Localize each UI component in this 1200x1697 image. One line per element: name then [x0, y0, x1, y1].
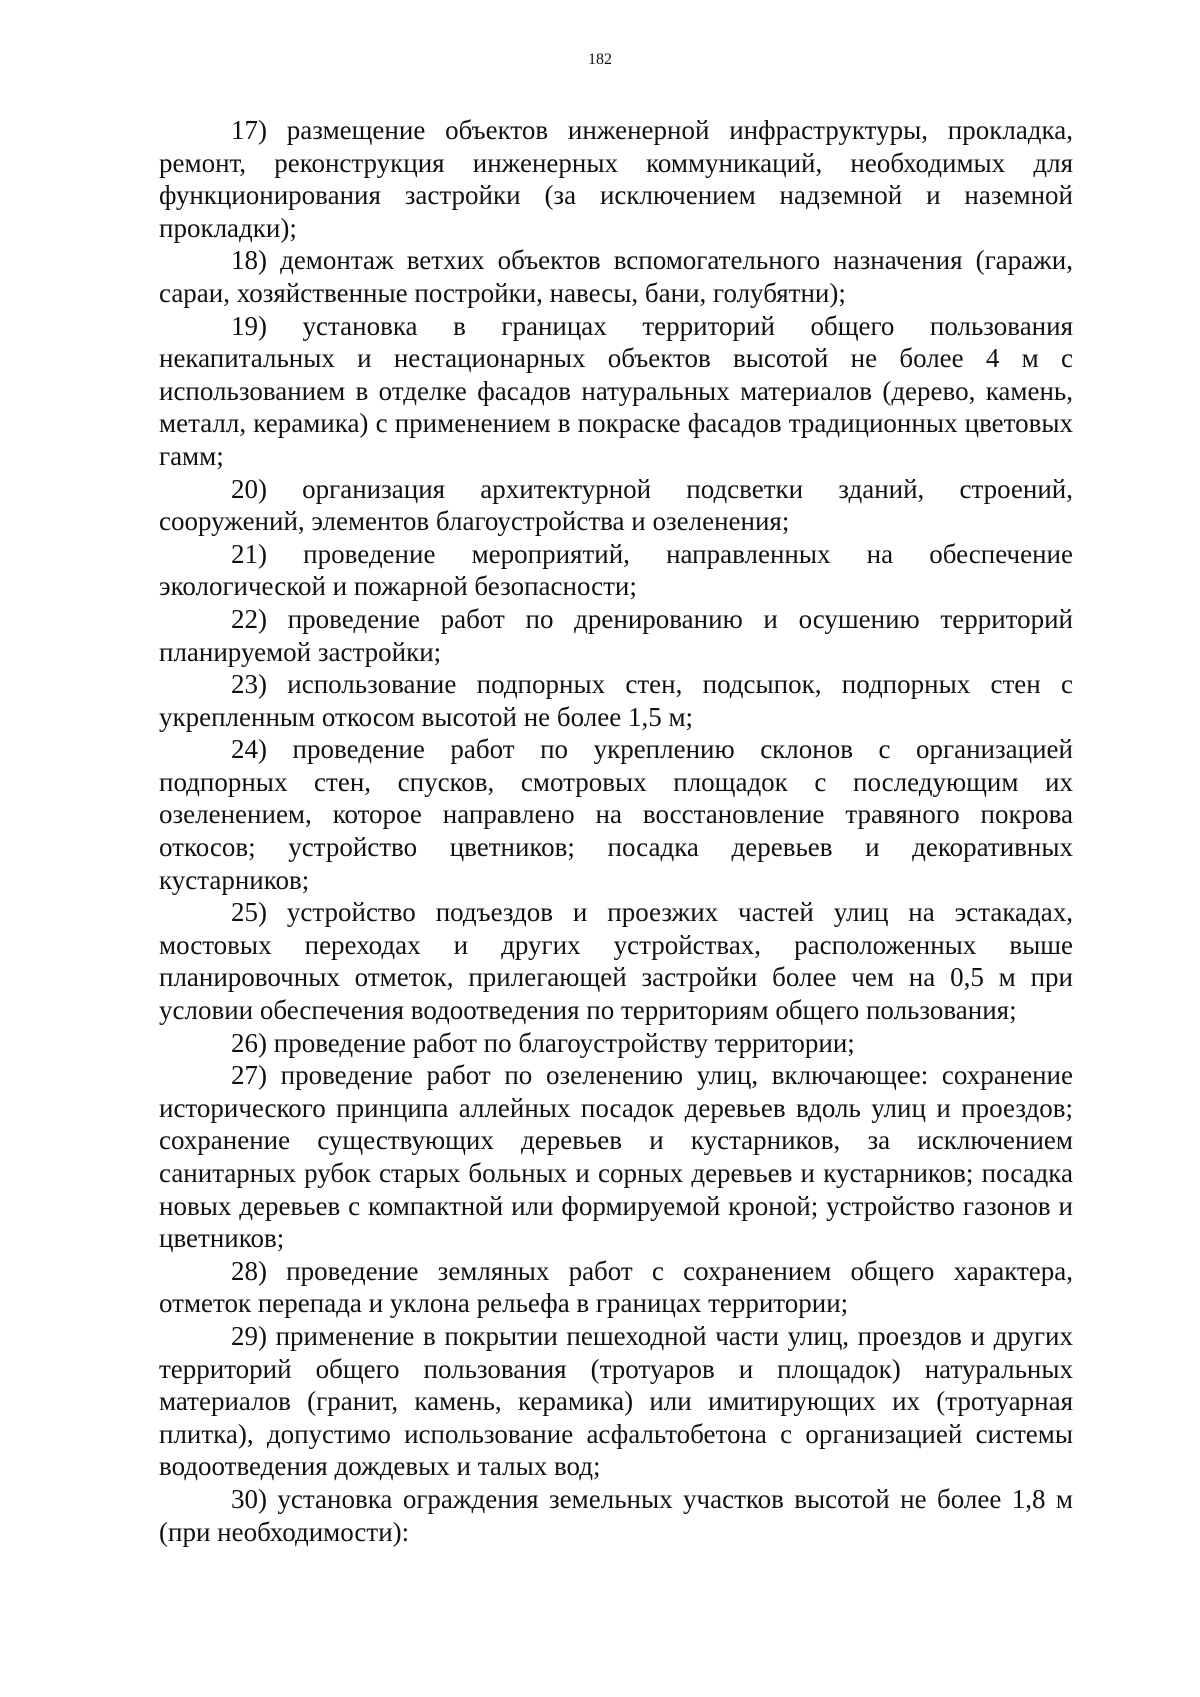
list-item-29: 29) применение в покрытии пешеходной части улиц, проездов и других территорий общего пользования (тротуаров и площадок) натуральных материалов (гранит, камень, керамика) или имитирующих их (тротуарная плитка), допустимо использование асфальтобетона с организацией системы водоотведения дождевых и талых вод; [159, 1320, 1073, 1482]
list-item-30: 30) установка ограждения земельных участков высотой не более 1,8 м (при необходимости): [159, 1483, 1073, 1547]
list-item-23: 23) использование подпорных стен, подсыпок, подпорных стен с укрепленным откосом высотой не более 1,5 м; [159, 669, 1073, 732]
page-number: 182 [588, 51, 612, 68]
list-item-17: 17) размещение объектов инженерной инфраструктуры, прокладка, ремонт, реконструкция инженерных коммуникаций, необходимых для функционирования застройки (за исключением надземной и наземной прокладки); [159, 115, 1073, 243]
list-item-20: 20) организация архитектурной подсветки зданий, строений, сооружений, элементов благоустройства и озеленения; [159, 473, 1073, 537]
list-item-25: 25) устройство подъездов и проезжих частей улиц на эстакадах, мостовых переходах и других устройствах, расположенных выше планировочных отметок, прилегающей застройки более чем на 0,5 м при условии обеспечения водоотведения по территориям общего пользования; [159, 897, 1073, 1026]
list-item-28: 28) проведение земляных работ с сохранением общего характера, отметок перепада и уклона рельефа в границах территории; [159, 1255, 1073, 1319]
list-item-18: 18) демонтаж ветхих объектов вспомогательного назначения (гаражи, сараи, хозяйственные постройки, навесы, бани, голубятни); [159, 245, 1073, 308]
list-item-19: 19) установка в границах территорий общего пользования некапитальных и нестационарных объектов высотой не более 4 м с использованием в отделке фасадов натуральных материалов (дерево, камень, металл, керамика) с применением в покраске фасадов традиционных цветовых гамм; [159, 310, 1073, 471]
list-item-27: 27) проведение работ по озеленению улиц, включающее: сохранение исторического принципа аллейных посадок деревьев вдоль улиц и проездов; сохранение существующих деревьев и кустарников, за исключением санитарных рубок старых больных и сорных деревьев и кустарников; посадка новых деревьев с компактной или формируемой кроной; устройство газонов и цветников; [159, 1060, 1073, 1254]
document-body [159, 114, 1073, 1548]
list-item-21: 21) проведение мероприятий, направленных на обеспечение экологической и пожарной безопасности; [159, 538, 1073, 602]
list-item-24: 24) проведение работ по укреплению склонов с организацией подпорных стен, спусков, смотровых площадок с последующим их озеленением, которое направлено на восстановление травяного покрова откосов; устройство цветников; посадка деревьев и декоративных кустарников; [159, 734, 1073, 895]
list-item-22: 22) проведение работ по дренированию и осушению территорий планируемой застройки; [159, 603, 1073, 667]
list-item-26: 26) проведение работ по благоустройству территории; [231, 1027, 855, 1058]
